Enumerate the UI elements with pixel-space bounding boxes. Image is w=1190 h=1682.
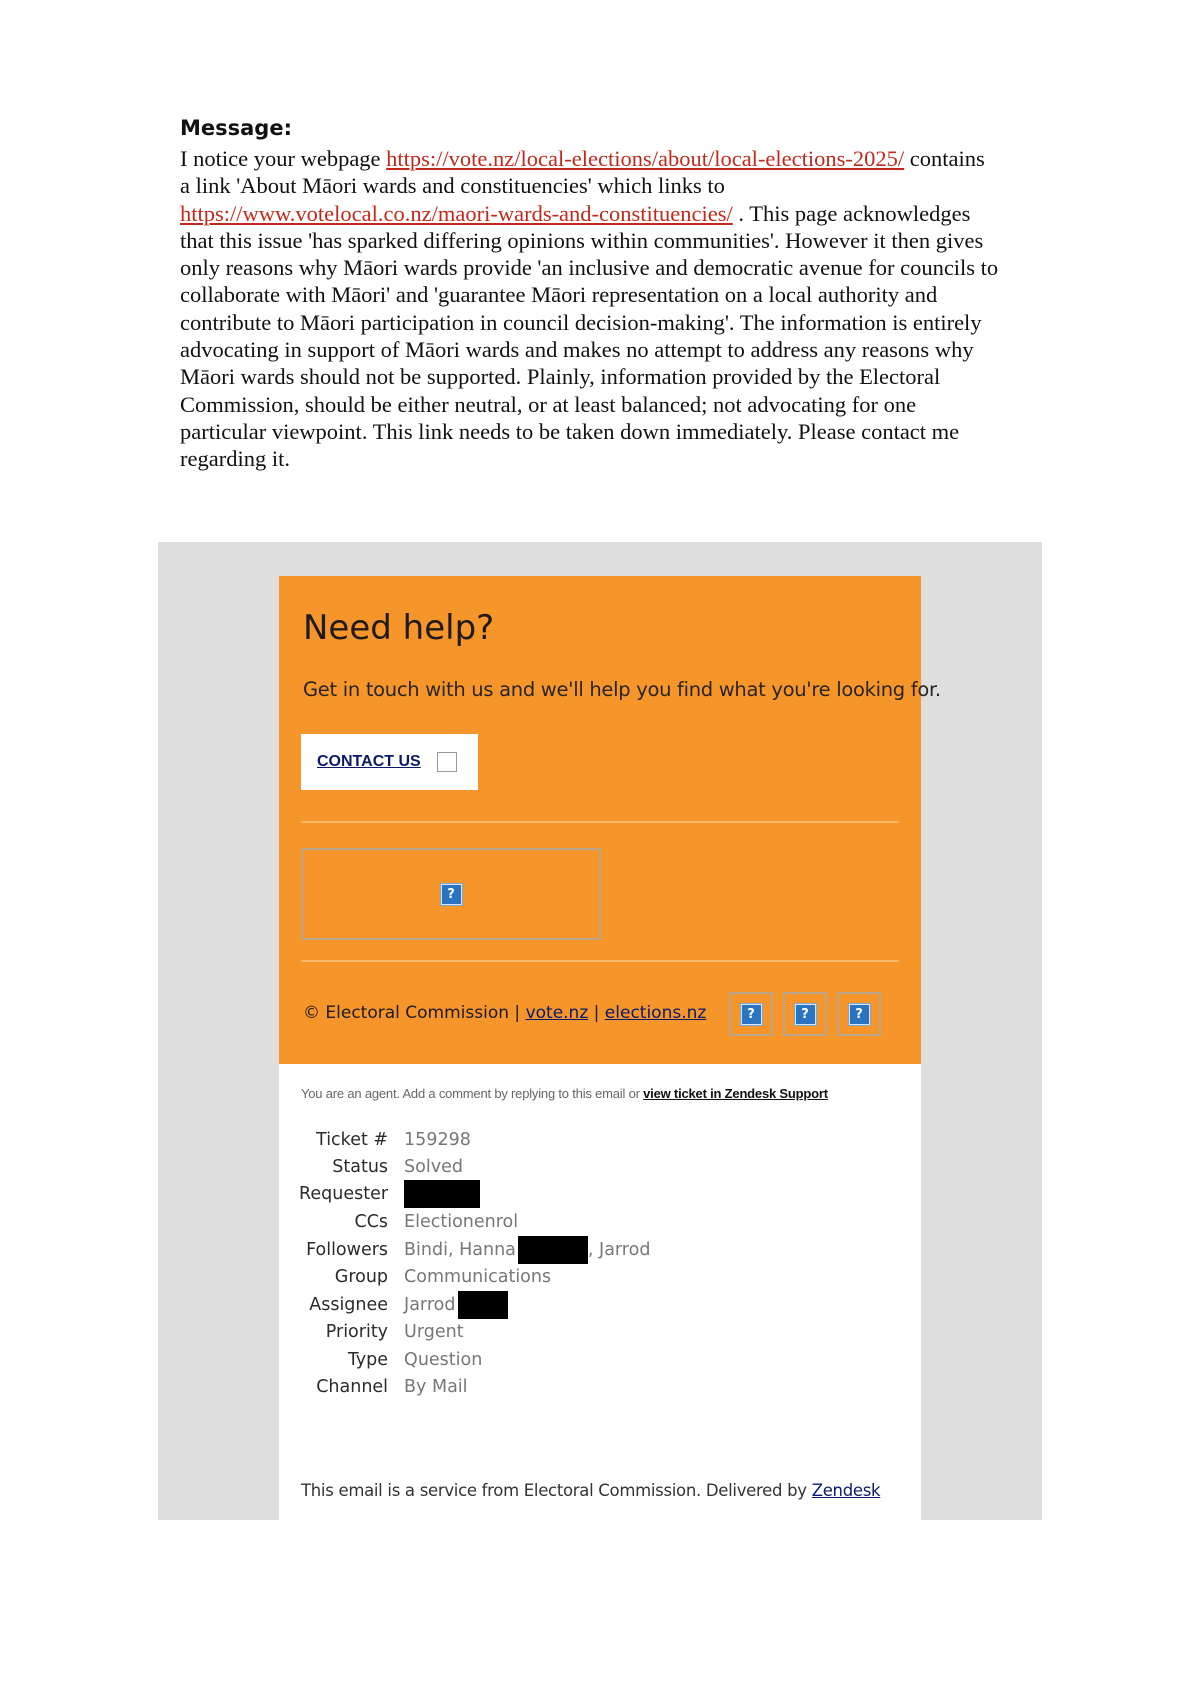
footer-links — [303, 1003, 706, 1023]
image-placeholder — [301, 848, 601, 940]
external-link-icon — [437, 752, 457, 772]
agent-note-text: You are an agent. Add a comment by replying to this email or — [301, 1086, 644, 1101]
help-banner — [279, 576, 941, 1064]
channel-label: Channel — [316, 1376, 389, 1397]
service-footer — [301, 1481, 880, 1500]
broken-image-icon: ? — [795, 1004, 816, 1025]
copyright-text: © Electoral Commission — [303, 1003, 510, 1023]
table-row — [299, 1153, 650, 1180]
vote-nz-link[interactable]: https://vote.nz/local-elections/about/local-elections-2025/ — [386, 146, 905, 171]
group-label: Group — [334, 1267, 389, 1288]
message-heading: Message: — [180, 116, 292, 140]
group-value: Communications — [404, 1267, 552, 1288]
divider — [301, 821, 899, 823]
elections-nz-footer-link[interactable]: elections.nz — [604, 1003, 707, 1023]
assignee-name: Jarrod — [404, 1294, 456, 1315]
type-label: Type — [347, 1349, 389, 1370]
priority-value: Urgent — [404, 1322, 464, 1343]
ticket-label: Ticket # — [316, 1129, 389, 1150]
social-link-2[interactable] — [783, 992, 827, 1036]
priority-label: Priority — [325, 1322, 389, 1343]
message-body — [180, 145, 1000, 473]
ccs-value: Electionenrol — [404, 1211, 519, 1232]
broken-image-icon: ? — [741, 1004, 762, 1025]
followers-value — [404, 1236, 650, 1264]
table-row — [299, 1373, 650, 1400]
table-row — [299, 1291, 650, 1319]
message-text-1: I notice your webpage — [180, 146, 387, 171]
ccs-label: CCs — [354, 1211, 389, 1232]
redaction-box — [404, 1180, 480, 1208]
requester-value — [404, 1180, 650, 1208]
social-link-3[interactable] — [837, 992, 881, 1036]
channel-value: By Mail — [404, 1376, 468, 1397]
followers-label: Followers — [306, 1239, 389, 1260]
email-background — [158, 542, 1042, 1520]
assignee-value — [404, 1291, 650, 1319]
broken-image-icon: ? — [849, 1004, 870, 1025]
table-row — [299, 1180, 650, 1208]
redaction-box — [518, 1236, 588, 1264]
social-link-1[interactable] — [729, 992, 773, 1036]
message-text-2: contains a link 'About Māori wards and constituencies' which links to — [180, 146, 985, 199]
ticket-value: 159298 — [404, 1129, 471, 1150]
table-row — [299, 1208, 650, 1235]
divider — [301, 960, 899, 962]
requester-label: Requester — [299, 1184, 389, 1205]
message-section — [180, 115, 1000, 473]
follower-names: , Jarrod — [587, 1239, 651, 1260]
table-row — [299, 1346, 650, 1373]
broken-image-icon: ? — [441, 884, 462, 905]
table-row — [299, 1264, 650, 1291]
view-ticket-link[interactable]: view ticket in Zendesk Support — [643, 1086, 828, 1101]
zendesk-link[interactable]: Zendesk — [811, 1481, 881, 1500]
votelocal-link[interactable]: https://www.votelocal.co.nz/maori-wards-and-constituencies/ — [180, 200, 733, 226]
status-value: Solved — [404, 1156, 463, 1177]
assignee-label: Assignee — [309, 1294, 389, 1315]
follower-names: Bindi, Hanna — [404, 1239, 516, 1260]
type-value: Question — [404, 1349, 483, 1370]
email-card — [279, 576, 941, 1520]
contact-us-label: CONTACT US — [317, 753, 421, 770]
message-text-3: . This page acknowledges that this issue 'has sparked differing opinions within communities'. However it then gives only reasons why Māori wards provide 'an inclusive and democratic avenue for councils to collaborate with Māori' and 'guarantee Māori representation on a local authority and contribute to Māori participation in council decision-making'. The information is entirely advocating in support of Māori wards and makes no attempt to address any reasons why Māori wards should not be supported. Plainly, information provided by the Electoral Commission, should be either neutral, or at least balanced; not advocating for one particular viewpoint. This link needs to be taken down immediately. Please contact me regarding it. — [180, 200, 999, 472]
separator: | — [509, 1003, 526, 1023]
need-help-subtitle: Get in touch with us and we'll help you find what you're looking for. — [303, 678, 941, 701]
agent-note — [301, 1086, 828, 1101]
ticket-details — [299, 1126, 650, 1400]
table-row — [299, 1319, 650, 1346]
redaction-box — [458, 1291, 508, 1319]
table-row — [299, 1126, 650, 1153]
separator: | — [588, 1003, 605, 1023]
table-row — [299, 1236, 650, 1264]
contact-us-button[interactable] — [301, 734, 478, 790]
status-label: Status — [332, 1156, 389, 1177]
service-text: This email is a service from Electoral Commission. Delivered by — [301, 1481, 812, 1500]
vote-nz-footer-link[interactable]: vote.nz — [525, 1003, 589, 1023]
need-help-title: Need help? — [303, 608, 495, 648]
